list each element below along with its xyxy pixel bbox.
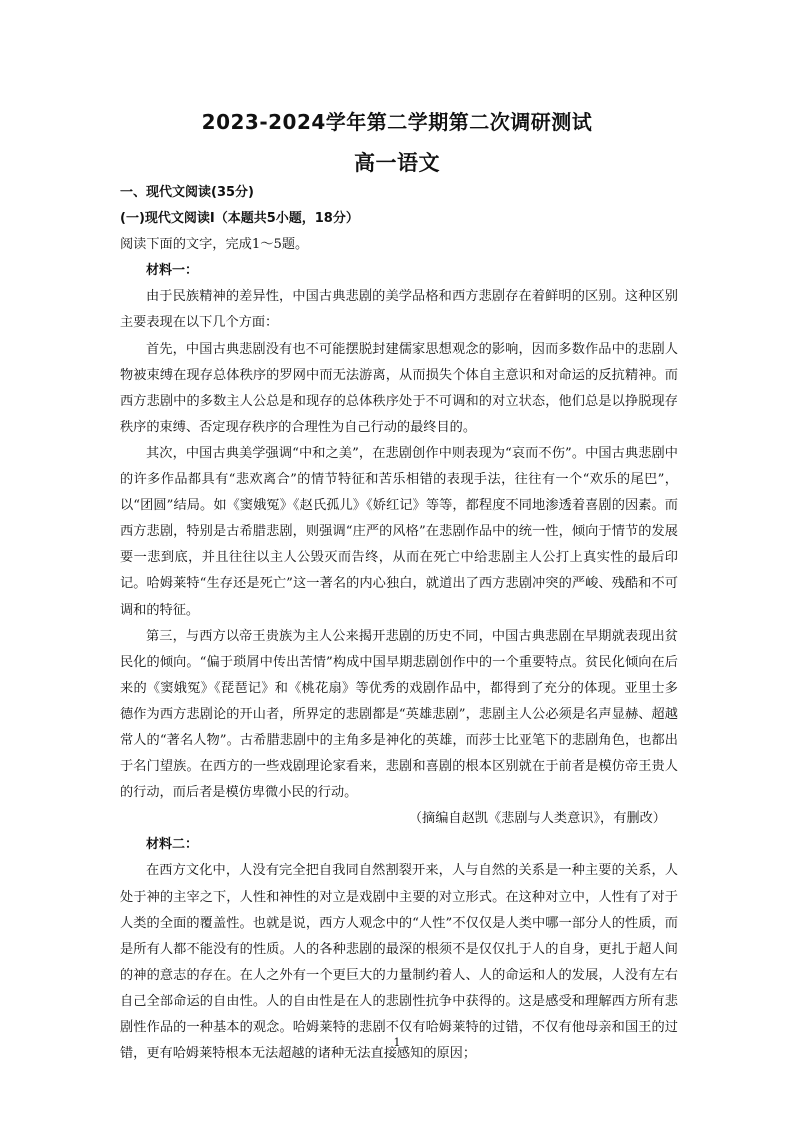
material-2-paragraph: 在西方文化中，人没有完全把自我同自然割裂开来，人与自然的关系是一种主要的关系，人处于神的主宰之下，人性和神性的对立是戏剧中主要的对立形式。在这种对立中，人性有了对于人类的全面的覆盖性。也就是说，西方人观念中的“人性”不仅仅是人类中哪一部分人的性质，而是所有人都不能没有的性质。人的各种悲剧的最深的根须不是仅仅扎于人的自身，更扎于超人间的神的意志的存在。在人之外有一个更巨大的力量制约着人、人的命运和人的发展，人没有左右自己全部命运的自由性。人的自由性是在人的悲剧性抗争中获得的。这是感受和理解西方所有悲剧性作品的一种基本的观念。哈姆莱特的悲剧不仅有哈姆莱特的过错，不仅有他母亲和国王的过错，更有哈姆莱特根本无法超越的诸种无法直接感知的原因； [120,863,678,1062]
page-number: 1 [393,1036,401,1049]
material-1-label: 材料一： [146,263,199,279]
subsection-heading: (一)现代文阅读Ⅰ（本题共5小题，18分） [120,211,359,227]
page-subtitle: 高一语文 [354,151,440,175]
page-title: 2023-2024学年第二学期第二次调研测试 [201,110,593,134]
material-1-paragraph: 由于民族精神的差异性，中国古典悲剧的美学品格和西方悲剧存在着鲜明的区别。这种区别主要表现在以下几个方面： [120,289,678,331]
material-1-paragraph: 其次，中国古典美学强调“中和之美”，在悲剧创作中则表现为“哀而不伤”。中国古典悲剧中的许多作品都具有“悲欢离合”的情节特征和苦乐相错的表现手法，往往有一个“欢乐的尾巴”，以“团圆”结局。如《窦娥冤》《赵氏孤儿》《娇红记》等等，都程度不同地渗透着喜剧的因素。而西方悲剧，特别是古希腊悲剧，则强调“庄严的风格”在悲剧作品中的统一性，倾向于情节的发展要一悲到底，并且往往以主人公毁灭而告终，从而在死亡中给悲剧主人公打上真实性的最后印记。哈姆莱特“生存还是死亡”这一著名的内心独白，就道出了西方悲剧冲突的严峻、残酷和不可调和的特征。 [120,445,678,618]
material-2-label: 材料二： [146,837,199,853]
document-body [120,180,678,1067]
material-1-paragraph: 第三，与西方以帝王贵族为主人公来揭开悲剧的历史不同，中国古典悲剧在早期就表现出贫民化的倾向。“偏于琐屑中传出苦情”构成中国早期悲剧创作中的一个重要特点。贫民化倾向在后来的《窦娥冤》《琵琶记》和《桃花扇》等优秀的戏剧作品中，都得到了充分的体现。亚里士多德作为西方悲剧论的开山者，所界定的悲剧都是“英雄悲剧”，悲剧主人公必须是名声显赫、超越常人的“著名人物”。古希腊悲剧中的主角多是神化的英雄，而莎士比亚笔下的悲剧角色，也都出于名门望族。在西方的一些戏剧理论家看来，悲剧和喜剧的根本区别就在于前者是模仿帝王贵人的行动，而后者是模仿卑微小民的行动。 [120,628,678,801]
material-1-paragraph: 首先，中国古典悲剧没有也不可能摆脱封建儒家思想观念的影响，因而多数作品中的悲剧人物被束缚在现存总体秩序的罗网中而无法游离，从而损失个体自主意识和对命运的反抗精神。而西方悲剧中的多数主人公总是和现存的总体秩序处于不可调和的对立状态，他们总是以挣脱现存秩序的束缚、否定现存秩序的合理性为自己行动的最终目的。 [120,341,678,435]
instruction-text: 阅读下面的文字，完成1～5题。 [120,237,309,253]
material-1-source: （摘编自赵凯《悲剧与人类意识》，有删改） [408,811,666,827]
section-heading: 一、现代文阅读(35分) [120,185,254,200]
